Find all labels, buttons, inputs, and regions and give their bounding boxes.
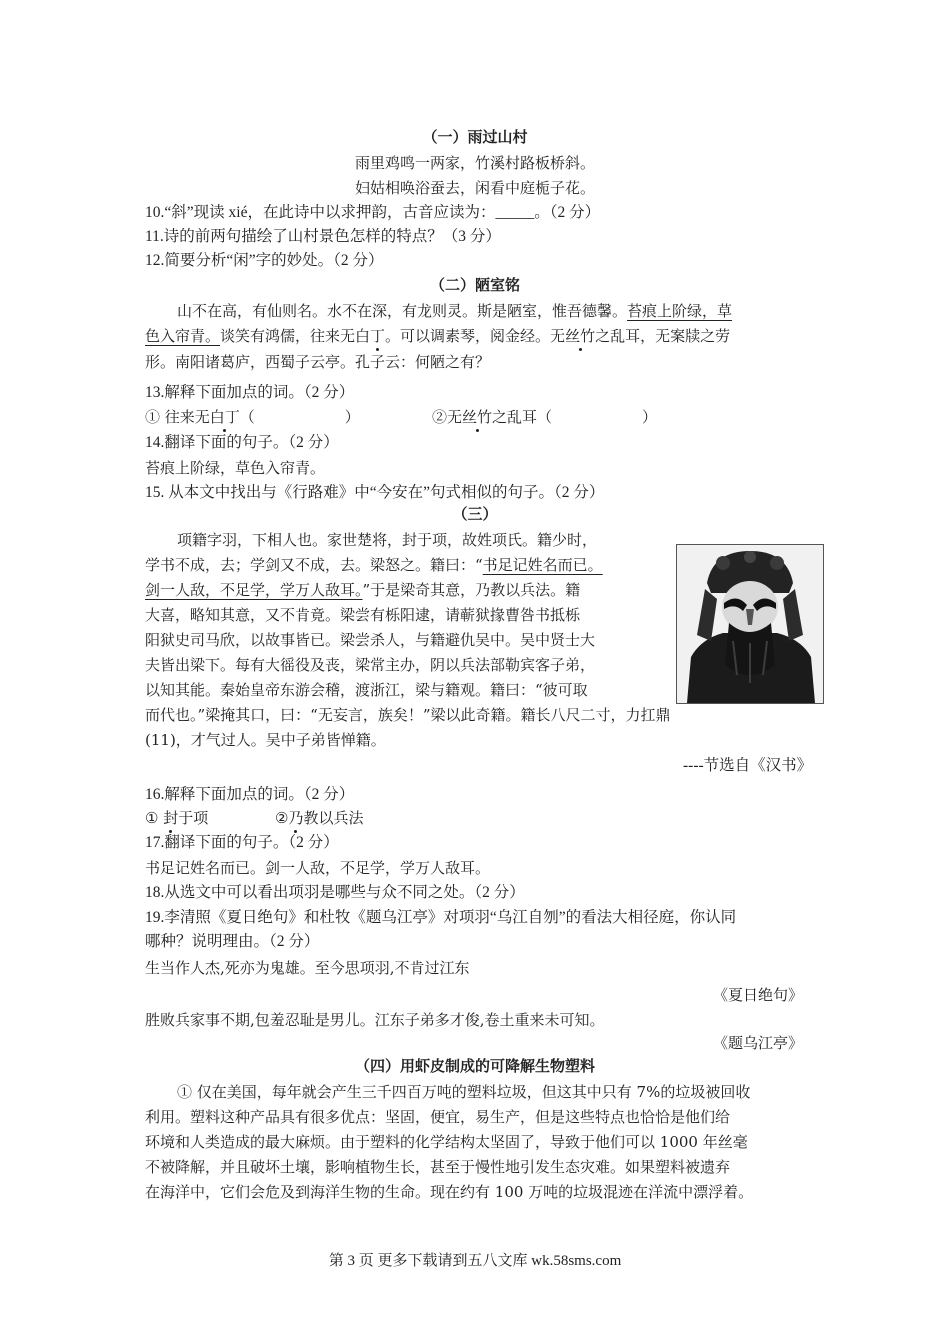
passage-line-9: (11)，才气过人。吴中子弟皆惮籍。 [145, 731, 386, 749]
question-16b [275, 806, 363, 830]
question-15: 15. 从本文中找出与《行路难》中“今安在”句式相似的句子。（2 分） [145, 484, 605, 501]
question-10: 10.“斜”现读 xié，在此诗中以求押韵，古音应读为：_____。（2 分） [145, 204, 601, 221]
question-14-sentence: 苔痕上阶绿，草色入帘青。 [145, 459, 326, 477]
passage-line-4: 大喜，略知其意，又不肯竟。梁尝有栎阳逮，请蕲狱掾曹咎书抵栎 [145, 606, 581, 624]
article-line-2: 利用。塑料这种产品具有很多优点：坚固，便宜，易生产，但是这些特点也恰恰是他们给 [145, 1108, 731, 1126]
question-13: 13.解释下面加点的词。（2 分） [145, 384, 355, 401]
dotted-word: 白丁 [210, 405, 240, 429]
question-14: 14.翻译下面的句子。（2 分） [145, 434, 339, 451]
page-footer: 第 3 页 更多下载请到五八文库 wk.58sms.com [328, 1253, 622, 1269]
passage-line-3 [145, 578, 580, 602]
dotted-word: 丝竹 [462, 405, 492, 429]
article-line-1: ① 仅在美国，每年就会产生三千四百万吨的塑料垃圾，但这其中只有 7%的垃圾被回收 [177, 1083, 751, 1101]
poem-summer-source: 《夏日绝句》 [713, 986, 804, 1004]
passage-line-1: 项籍字羽，下相人也。家世楚将，封于项，故姓项氏。籍少时， [177, 531, 598, 549]
opera-figure-icon [677, 545, 823, 703]
q13a-prefix: ① 往来无 [145, 408, 210, 426]
question-13b [432, 405, 657, 429]
q16b-text: 教以兵法 [303, 809, 364, 827]
section1-title: （一）雨过山村 [422, 129, 528, 146]
passage-line-5: 阳狱史司马欣，以故事皆已。梁尝杀人，与籍避仇吴中。吴中贤士大 [145, 631, 596, 649]
article-line-4: 不被降解，并且破坏土壤，影响植物生长，甚至于慢性地引发生态灾难。如果塑料被遗弃 [145, 1158, 731, 1176]
poem-wujiang: 胜败兵家事不期,包羞忍耻是男儿。江东子弟多才俊,卷土重来未可知。 [145, 1011, 605, 1029]
passage-line-2 [145, 553, 603, 577]
poem-line-1: 雨里鸡鸣一两家，竹溪村路板桥斜。 [354, 154, 595, 172]
question-19-line-2: 哪种？说明理由。（2 分） [145, 933, 320, 950]
essay-text: 谈笑有鸿儒，往来无白 [220, 327, 371, 345]
q16a-text: 于项 [178, 809, 209, 827]
question-17: 17.翻译下面的句子。（2 分） [145, 834, 339, 851]
dotted-word: 丝竹 [565, 324, 595, 348]
question-18: 18.从选文中可以看出项羽是哪些与众不同之处。（2 分） [145, 884, 525, 901]
dotted-word: 丁 [370, 324, 385, 348]
essay-line-3: 形。南阳诸葛庐，西蜀子云亭。孔子云：何陋之有？ [145, 353, 491, 371]
passage-source: ----节选自《汉书》 [683, 757, 813, 774]
underlined-sentence: 苔痕上阶绿，草 [627, 302, 733, 320]
section2-title: （二）陋室铭 [429, 277, 520, 294]
section3-title: （三） [452, 506, 498, 523]
underlined-sentence-end: 剑一人敌，不足学，学万人敌耳。 [145, 581, 363, 599]
passage-line-8: 而代也。”梁掩其口，曰：“无妄言，族矣！”梁以此奇籍。籍长八尺二寸，力扛鼎 [145, 706, 671, 724]
poem-line-2: 妇姑相唤浴蚕去，闲看中庭栀子花。 [354, 179, 595, 197]
underlined-sentence: 书足记姓名而已。 [482, 556, 603, 574]
xiangyu-opera-image [676, 544, 824, 704]
answer-blank: 之乱耳（ ） [492, 408, 658, 426]
article-line-3: 环境和人类造成的最大麻烦。由于塑料的化学结构太坚固了，导致于他们可以 1000 年丝毫 [145, 1133, 748, 1151]
passage-line-7: 以知其能。秦始皇帝东游会稽，渡浙江，梁与籍观。籍曰：“彼可取 [145, 681, 588, 699]
essay-line-1 [177, 299, 732, 323]
passage-text: ”于是梁奇其意，乃教以兵法。籍 [362, 581, 581, 599]
underlined-sentence-end: 色入帘青。 [145, 327, 221, 345]
q13b-prefix: ②无 [432, 408, 463, 426]
answer-blank: （ ） [239, 408, 360, 426]
question-19-line-1: 19.李清照《夏日绝句》和杜牧《题乌江亭》对项羽“乌江自刎”的看法大相径庭，你认同 [145, 909, 737, 926]
essay-text: 。可以调素琴，阅金经。无 [385, 327, 566, 345]
passage-text: 学书不成，去；学剑又不成，去。梁怒之。籍曰：“ [145, 556, 483, 574]
question-12: 12.简要分析“闲”字的妙处。（2 分） [145, 252, 384, 269]
dotted-word: 封 [163, 806, 178, 830]
question-17-sentence: 书足记姓名而已。剑一人敌，不足学，学万人敌耳。 [145, 859, 491, 877]
question-16: 16.解释下面加点的词。（2 分） [145, 786, 355, 803]
essay-line-2 [145, 324, 730, 348]
q16a-prefix: ① [145, 809, 164, 827]
q16b-prefix: ② [275, 809, 289, 827]
question-13a [145, 405, 360, 429]
dotted-word: 乃 [288, 806, 303, 830]
question-11: 11.诗的前两句描绘了山村景色怎样的特点？（3 分） [145, 228, 501, 245]
question-16a [145, 806, 208, 830]
essay-text: 之乱耳，无案牍之劳 [595, 327, 731, 345]
passage-line-6: 夫皆出梁下。每有大徭役及丧，梁常主办，阴以兵法部勒宾客子弟， [145, 656, 596, 674]
section4-title: （四）用虾皮制成的可降解生物塑料 [354, 1058, 595, 1075]
article-line-5: 在海洋中，它们会危及到海洋生物的生命。现在约有 100 万吨的垃圾混迹在洋流中漂浮着。 [145, 1183, 754, 1201]
poem-wujiang-source: 《题乌江亭》 [713, 1034, 804, 1052]
essay-text: 山不在高，有仙则名。水不在深，有龙则灵。斯是陋室，惟吾德馨。 [177, 302, 628, 320]
poem-summer: 生当作人杰,死亦为鬼雄。至今思项羽,不肯过江东 [145, 959, 470, 977]
